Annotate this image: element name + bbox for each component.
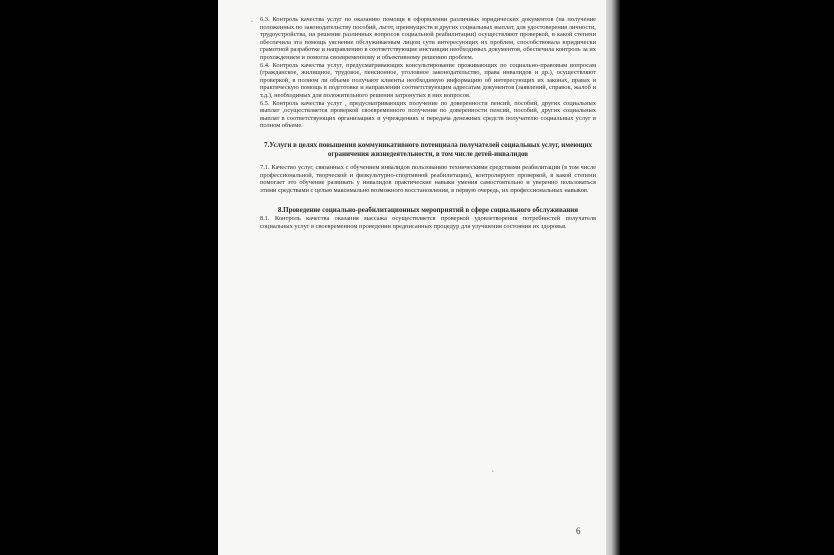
scan-speck: •	[492, 470, 494, 475]
paragraph-6-3: 6.3. Контроль качества услуг по оказанию помощи в оформлении различных юридических документов (на получение положенных по законодательству пособий, льгот, преимуществ и других социальных выплат, для удостоверения личности, трудоустройства, на решение различных вопросов социальной реабилитации) осуществляют проверкой, в какой степени обеспечила эта помощь уяснение обслуживаемым лицом сути интересующих их проблем, способствовала юридически грамотной разработке и направлению в соответствующие инстанции необходимых документов, обеспечила контроль за их прохождением и помогла своевременному и объективному решению проблем.	[260, 16, 596, 61]
page-number: 6	[576, 526, 581, 536]
page-content	[260, 16, 596, 230]
scanned-page	[218, 0, 606, 555]
section-7-heading: 7.Услуги в целях повышения коммуникативного потенциала получателей социальных услуг, имеющих ограничения жизнедеятельности, в том числе детей-инвалидов	[263, 140, 593, 158]
scan-speck: •	[251, 20, 253, 25]
page-edge-shadow	[606, 0, 620, 555]
paragraph-8-1: 8.1. Контроль качества оказания массажа осуществляется проверкой удовлетворения потребностей получателя социальных услуг в своевременном проведении предписанных процедур для улучшения состояния их здоровья.	[260, 215, 596, 230]
section-8-heading: 8.Проведение социально-реабилитационных мероприятий в сфере социального обслуживания	[277, 206, 579, 215]
paragraph-6-5: 6.5. Контроль качества услуг , предусматривающих получение по доверенности пенсий, пособий, других социальных выплат ,осуществляется проверкой своевременного получения по доверенности пенсий, пособий, других социальных выплат в соответствующих организациях и учреждениях и передача денежных средств получателю социальных услуг в полном объеме.	[260, 99, 596, 130]
paragraph-7-1: 7.1. Качество услуг, связанных с обучением инвалидов пользованию техническими средствами реабилитации (в том числе профессиональной, творческой и физкультурно-спортивной реабилитации), контролируют проверкой, в какой степени помогает это обучение развивать у инвалидов практические навыки умения самостоятельно и уверенно пользоваться этими средствами с целью максимально возможного восстановления, в первую очередь, их профессиональных навыков.	[260, 164, 596, 194]
paragraph-6-4: 6.4. Контроль качества услуг, предусматривающих консультирование проживающих по социально-правовым вопросам (гражданское, жилищное, трудовое, пенсионное, уголовное законодательство, права инвалидов и др.), осуществляют проверкой, в полном ли объеме получают клиенты необходимую информацию об интересующих их законах, правах и практическую помощь в подготовке и направлении соответствующим адресатам документов (заявлений, справок, жалоб и т.д.), необходимых для положительного решения затронутых в них вопросов.	[260, 61, 596, 99]
